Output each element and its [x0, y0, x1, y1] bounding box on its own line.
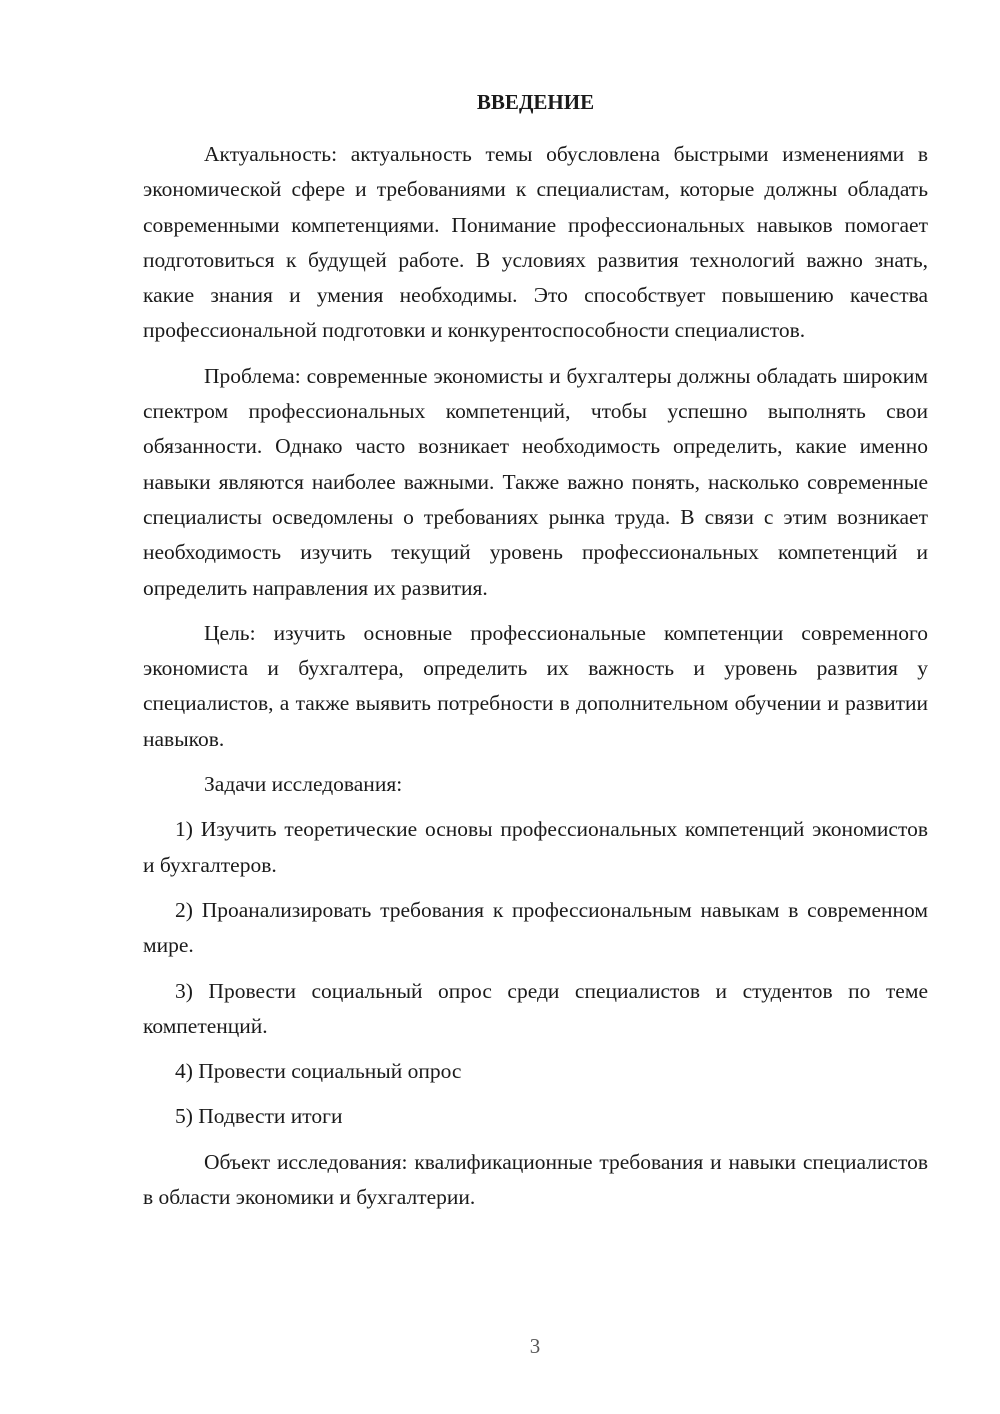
task-item-2: 2) Проанализировать требования к профессиональным навыкам в современном мире.: [143, 897, 928, 958]
task-item-3: 3) Провести социальный опрос среди специалистов и студентов по теме компетенций.: [143, 978, 928, 1038]
task-item-1: 1) Изучить теоретические основы профессиональных компетенций экономистов и бухгалтеров.: [143, 817, 928, 877]
paragraph-object: Объект исследования: квалификационные требования и навыки специалистов в области экономики и бухгалтерии.: [143, 1149, 928, 1210]
paragraph-problem: Проблема: современные экономисты и бухгалтеры должны обладать широким спектром профессиональных компетенций, чтобы успешно выполнять свои обязанности. Однако часто возникает необходимость определить, какие именно навыки являются наиболее важными. Также важно понять, насколько современные специалисты осведомлены о требованиях рынка труда. В связи с этим возникает необходимость изучить текущий уровень профессиональных компетенций и определить направления их развития.: [143, 363, 928, 600]
tasks-heading: Задачи исследования:: [204, 772, 403, 797]
task-item-5: 5) Подвести итоги: [175, 1104, 343, 1129]
page-title: ВВЕДЕНИЕ: [476, 90, 595, 114]
page-number: 3: [529, 1334, 541, 1358]
document-page: [143, 90, 928, 1225]
task-item-4: 4) Провести социальный опрос: [175, 1059, 462, 1084]
paragraph-goal: Цель: изучить основные профессиональные компетенции современного экономиста и бухгалтера, определить их важность и уровень развития у специалистов, а также выявить потребности в дополнительном обучении и развитии навыков.: [143, 620, 928, 751]
paragraph-actuality: Актуальность: актуальность темы обусловлена быстрыми изменениями в экономической сфере и требованиями к специалистам, которые должны обладать современными компетенциями. Понимание профессиональных навыков помогает подготовиться к будущей работе. В условиях развития технологий важно знать, какие знания и умения необходимы. Это способствует повышению качества профессиональной подготовки и конкурентоспособности специалистов.: [143, 142, 928, 343]
